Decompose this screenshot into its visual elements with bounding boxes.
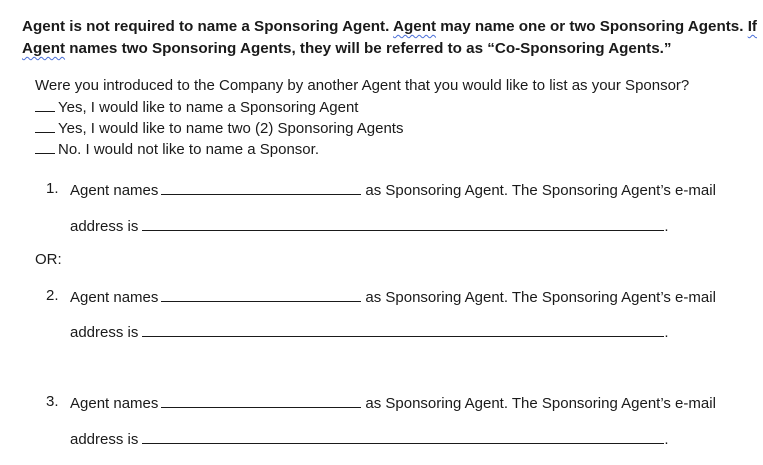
sponsor-name-field[interactable] [161,392,361,408]
entry-2-email-line [70,321,669,344]
entry-suffix: as Sponsoring Agent. The Sponsoring Agent’s e-mail [365,395,716,412]
end-punct: . [664,324,669,341]
option-one-sponsor[interactable] [35,97,358,119]
sponsor-name-field[interactable] [161,286,361,302]
intro-text: names two Sponsoring Agents, they will be referred to as “Co-Sponsoring Agents.” [65,40,672,57]
option-label: No. I would not like to name a Sponsor. [58,141,319,158]
entry-prefix: Agent names [70,289,159,306]
end-punct: . [664,431,669,448]
option-blank[interactable] [35,139,55,154]
sponsor-question: Were you introduced to the Company by another Agent that you would like to list as your Sponsor? [35,77,690,94]
option-blank[interactable] [35,97,55,112]
address-label: address is [70,324,139,341]
sponsor-email-field[interactable] [142,321,664,337]
address-label: address is [70,218,139,235]
address-label: address is [70,431,139,448]
option-blank[interactable] [35,118,55,133]
intro-text-flagged: If [747,18,757,35]
entry-number: 1. [46,180,59,197]
intro-text-flagged: Agent [22,40,66,57]
entry-3-name-line [70,392,716,415]
or-label: OR: [35,251,62,268]
entry-number: 3. [46,393,59,410]
option-two-sponsors[interactable] [35,118,403,140]
entry-2-name-line [70,286,716,309]
entry-suffix: as Sponsoring Agent. The Sponsoring Agent’s e-mail [365,289,716,306]
entry-1-name-line [70,179,716,202]
sponsor-email-field[interactable] [142,215,664,231]
entry-number: 2. [46,287,59,304]
entry-3-email-line [70,428,669,451]
entry-prefix: Agent names [70,182,159,199]
intro-text-flagged: Agent [393,18,437,35]
entry-1-email-line [70,215,669,238]
option-label: Yes, I would like to name two (2) Sponsoring Agents [58,120,404,137]
intro-paragraph [22,16,757,60]
intro-line-1 [22,16,757,38]
intro-line-2 [22,38,757,60]
entry-prefix: Agent names [70,395,159,412]
end-punct: . [664,218,669,235]
intro-text: may name one or two Sponsoring Agents. [436,18,748,35]
intro-text: Agent is not required to name a Sponsoring Agent. [22,18,393,35]
entry-suffix: as Sponsoring Agent. The Sponsoring Agent’s e-mail [365,182,716,199]
sponsor-name-field[interactable] [161,179,361,195]
option-label: Yes, I would like to name a Sponsoring Agent [58,99,359,116]
sponsor-email-field[interactable] [142,428,664,444]
option-no-sponsor[interactable] [35,139,319,161]
